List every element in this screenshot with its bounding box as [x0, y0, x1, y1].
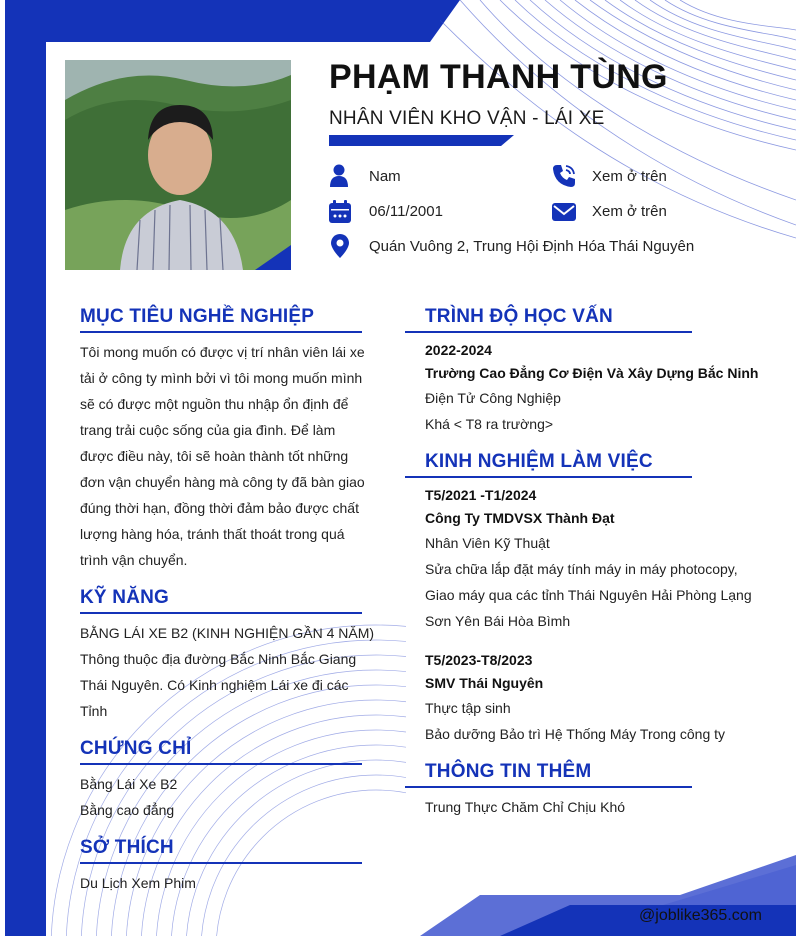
certificates-title-line — [80, 763, 362, 765]
education-grade: Khá < T8 ra trường> — [425, 416, 554, 432]
certificates-title: CHỨNG CHỈ — [80, 738, 192, 759]
skill-description — [80, 646, 367, 724]
mail-icon — [551, 199, 577, 225]
title-underline-bar — [329, 135, 514, 146]
person-icon — [327, 163, 353, 189]
education-school: Trường Cao Đẳng Cơ Điện Và Xây Dựng Bắc Ninh — [425, 365, 759, 381]
skills-title-line — [80, 612, 362, 614]
job-period: T5/2023-T8/2023 — [425, 652, 533, 668]
top-frame-bar — [5, 0, 430, 42]
objective-title: MỤC TIÊU NGHỀ NGHIỆP — [80, 306, 315, 327]
objective-line: trang trải cuộc sống của gia đình. Để làm — [80, 422, 336, 438]
objective-line: đơn vận chuyển hàng mà công ty đã bàn giao — [80, 474, 365, 490]
experience-title: KINH NGHIỆM LÀM VIỆC — [425, 451, 653, 472]
phone-value: Xem ở trên — [592, 168, 667, 185]
objective-line: lượng hàng hóa, tránh thất thoát trong quá — [80, 526, 345, 542]
job-description — [425, 556, 755, 634]
objective-line: đúng thời hạn, đồng thời đảm bảo được chất — [80, 500, 359, 516]
job-position: Thực tập sinh — [425, 700, 511, 716]
hobbies-title: SỞ THÍCH — [80, 837, 174, 858]
gender-value: Nam — [369, 168, 401, 185]
candidate-name: PHẠM THANH TÙNG — [329, 58, 668, 96]
job-description: Bảo dưỡng Bảo trì Hệ Thống Máy Trong công ty — [425, 726, 726, 742]
left-frame-bar — [5, 0, 46, 936]
objective-line: được điều này, tôi sẽ hoàn thành tốt những — [80, 448, 349, 464]
job-description-line: Sơn Yên Bái Hòa Bìmh — [425, 613, 571, 629]
additional-info-title: THÔNG TIN THÊM — [425, 761, 592, 782]
phone-icon — [551, 163, 577, 189]
job-period: T5/2021 -T1/2024 — [425, 487, 537, 503]
hobbies-title-line — [80, 862, 362, 864]
skill-line: Tỉnh — [80, 703, 108, 719]
job-company: SMV Thái Nguyên — [425, 675, 544, 691]
skill-line: Thông thuộc địa đường Bắc Ninh Bắc Giang — [80, 651, 357, 667]
skills-title: KỸ NĂNG — [80, 587, 170, 608]
email-value: Xem ở trên — [592, 203, 667, 220]
job-description-line: Giao máy qua các tỉnh Thái Nguyên Hải Phòng Lạng — [425, 587, 752, 603]
job-company: Công Ty TMDVSX Thành Đạt — [425, 510, 615, 526]
job-title: NHÂN VIÊN KHO VẬN - LÁI XE — [329, 108, 605, 129]
skill-line: Thái Nguyên. Có Kinh nghiệm Lái xe đi các — [80, 677, 349, 693]
profile-photo — [65, 60, 291, 270]
experience-title-line — [405, 476, 692, 478]
objective-line: trình vận chuyển. — [80, 552, 188, 568]
birthday-value: 06/11/2001 — [369, 203, 443, 220]
objective-line: tải ở công ty mình bởi vì tôi mong muốn mình — [80, 370, 363, 386]
objective-text — [80, 339, 367, 573]
location-pin-icon — [327, 233, 353, 259]
certificate-item: Bằng Lái Xe B2 — [80, 776, 178, 792]
watermark: @joblike365.com — [639, 907, 762, 924]
address-value: Quán Vuông 2, Trung Hội Định Hóa Thái Nguyên — [369, 238, 695, 255]
job-position: Nhân Viên Kỹ Thuật — [425, 535, 550, 551]
skill-license: BẰNG LÁI XE B2 (KINH NGHIỆN GẦN 4 NĂM) — [80, 625, 375, 641]
objective-line: sẽ có được một nguồn thu nhập ổn định để — [80, 396, 349, 412]
hobbies-text: Du Lịch Xem Phim — [80, 875, 196, 891]
education-title-line — [405, 331, 692, 333]
education-major: Điện Tử Công Nghiệp — [425, 390, 561, 406]
certificate-item: Bằng cao đẳng — [80, 802, 175, 818]
education-period: 2022-2024 — [425, 342, 492, 358]
additional-info-title-line — [405, 786, 692, 788]
additional-info-text: Trung Thực Chăm Chỉ Chịu Khó — [425, 799, 626, 815]
job-description-line: Sửa chữa lắp đặt máy tính máy in máy photocopy, — [425, 561, 738, 577]
education-title: TRÌNH ĐỘ HỌC VẤN — [425, 306, 613, 327]
objective-title-line — [80, 331, 362, 333]
calendar-icon — [327, 199, 353, 225]
objective-line: Tôi mong muốn có được vị trí nhân viên lái xe — [80, 344, 365, 360]
